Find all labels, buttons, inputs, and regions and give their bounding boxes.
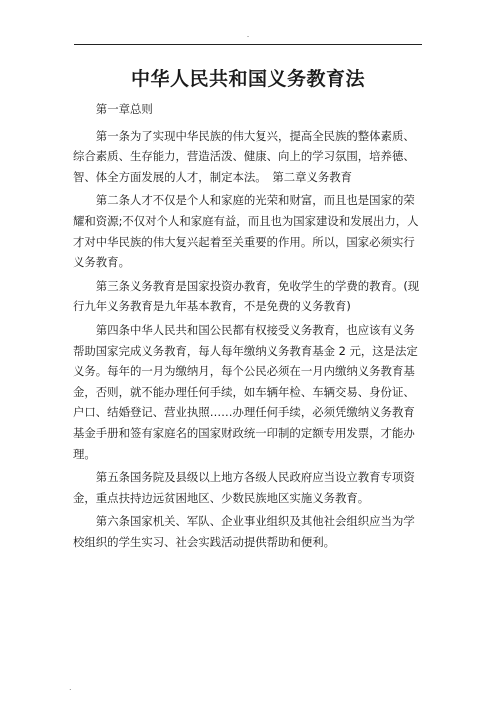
chapter-heading: 第一章总则 xyxy=(95,102,153,116)
document-title: 中华人民共和国义务教育法 xyxy=(130,68,365,90)
article-5: 第五条国务院及县级以上地方各级人民政府应当设立教育专项资金，重点扶持边远贫困地区、少数民族地区实施义务教育。 xyxy=(73,470,415,505)
article-6: 第六条国家机关、军队、企业事业组织及其他社会组织应当为学校组织的学生实习、社会实践活动提供帮助和便利。 xyxy=(73,514,415,549)
footer-mark: . xyxy=(69,683,72,692)
article-2: 第二条人才不仅是个人和家庭的光荣和财富，而且也是国家的荣耀和资源;不仅对个人和家庭有益，而且也为国家建设和发展出力，人才对中华民族的伟大复兴起着至关重要的作用。所以，国家必须实行义务教育。 xyxy=(73,193,419,270)
header-mark: . xyxy=(246,30,250,39)
document-body xyxy=(73,99,423,555)
header-rule xyxy=(74,44,422,45)
article-3: 第三条义务教育是国家投资办教育，免收学生的学费的教育。(现行九年义务教育是九年基本教育，不是免费的义务教育) xyxy=(73,278,420,314)
article-1: 第一条为了实现中华民族的伟大复兴，提高全民族的整体素质、综合素质、生存能力，营造活泼、健康、向上的学习氛围，培养德、智、体全方面发展的人才，制定本法。 第二章义务教育 xyxy=(73,128,415,184)
article-4: 第四条中华人民共和国公民都有权接受义务教育，也应该有义务帮助国家完成义务教育，每人每年缴纳义务教育基金 2 元，这是法定义务。每年的一月为缴纳月，每个公民必须在一月内缴纳义务教育基金，否则，就不能办理任何手续，如车辆年检、车辆交易、身份证、户口、结婚登记、营业执照……办理任何手续，必须凭缴纳义务教育基金手册和签有家庭名的国家财政统一印制的定额专用发票，才能办理。 xyxy=(73,322,418,461)
